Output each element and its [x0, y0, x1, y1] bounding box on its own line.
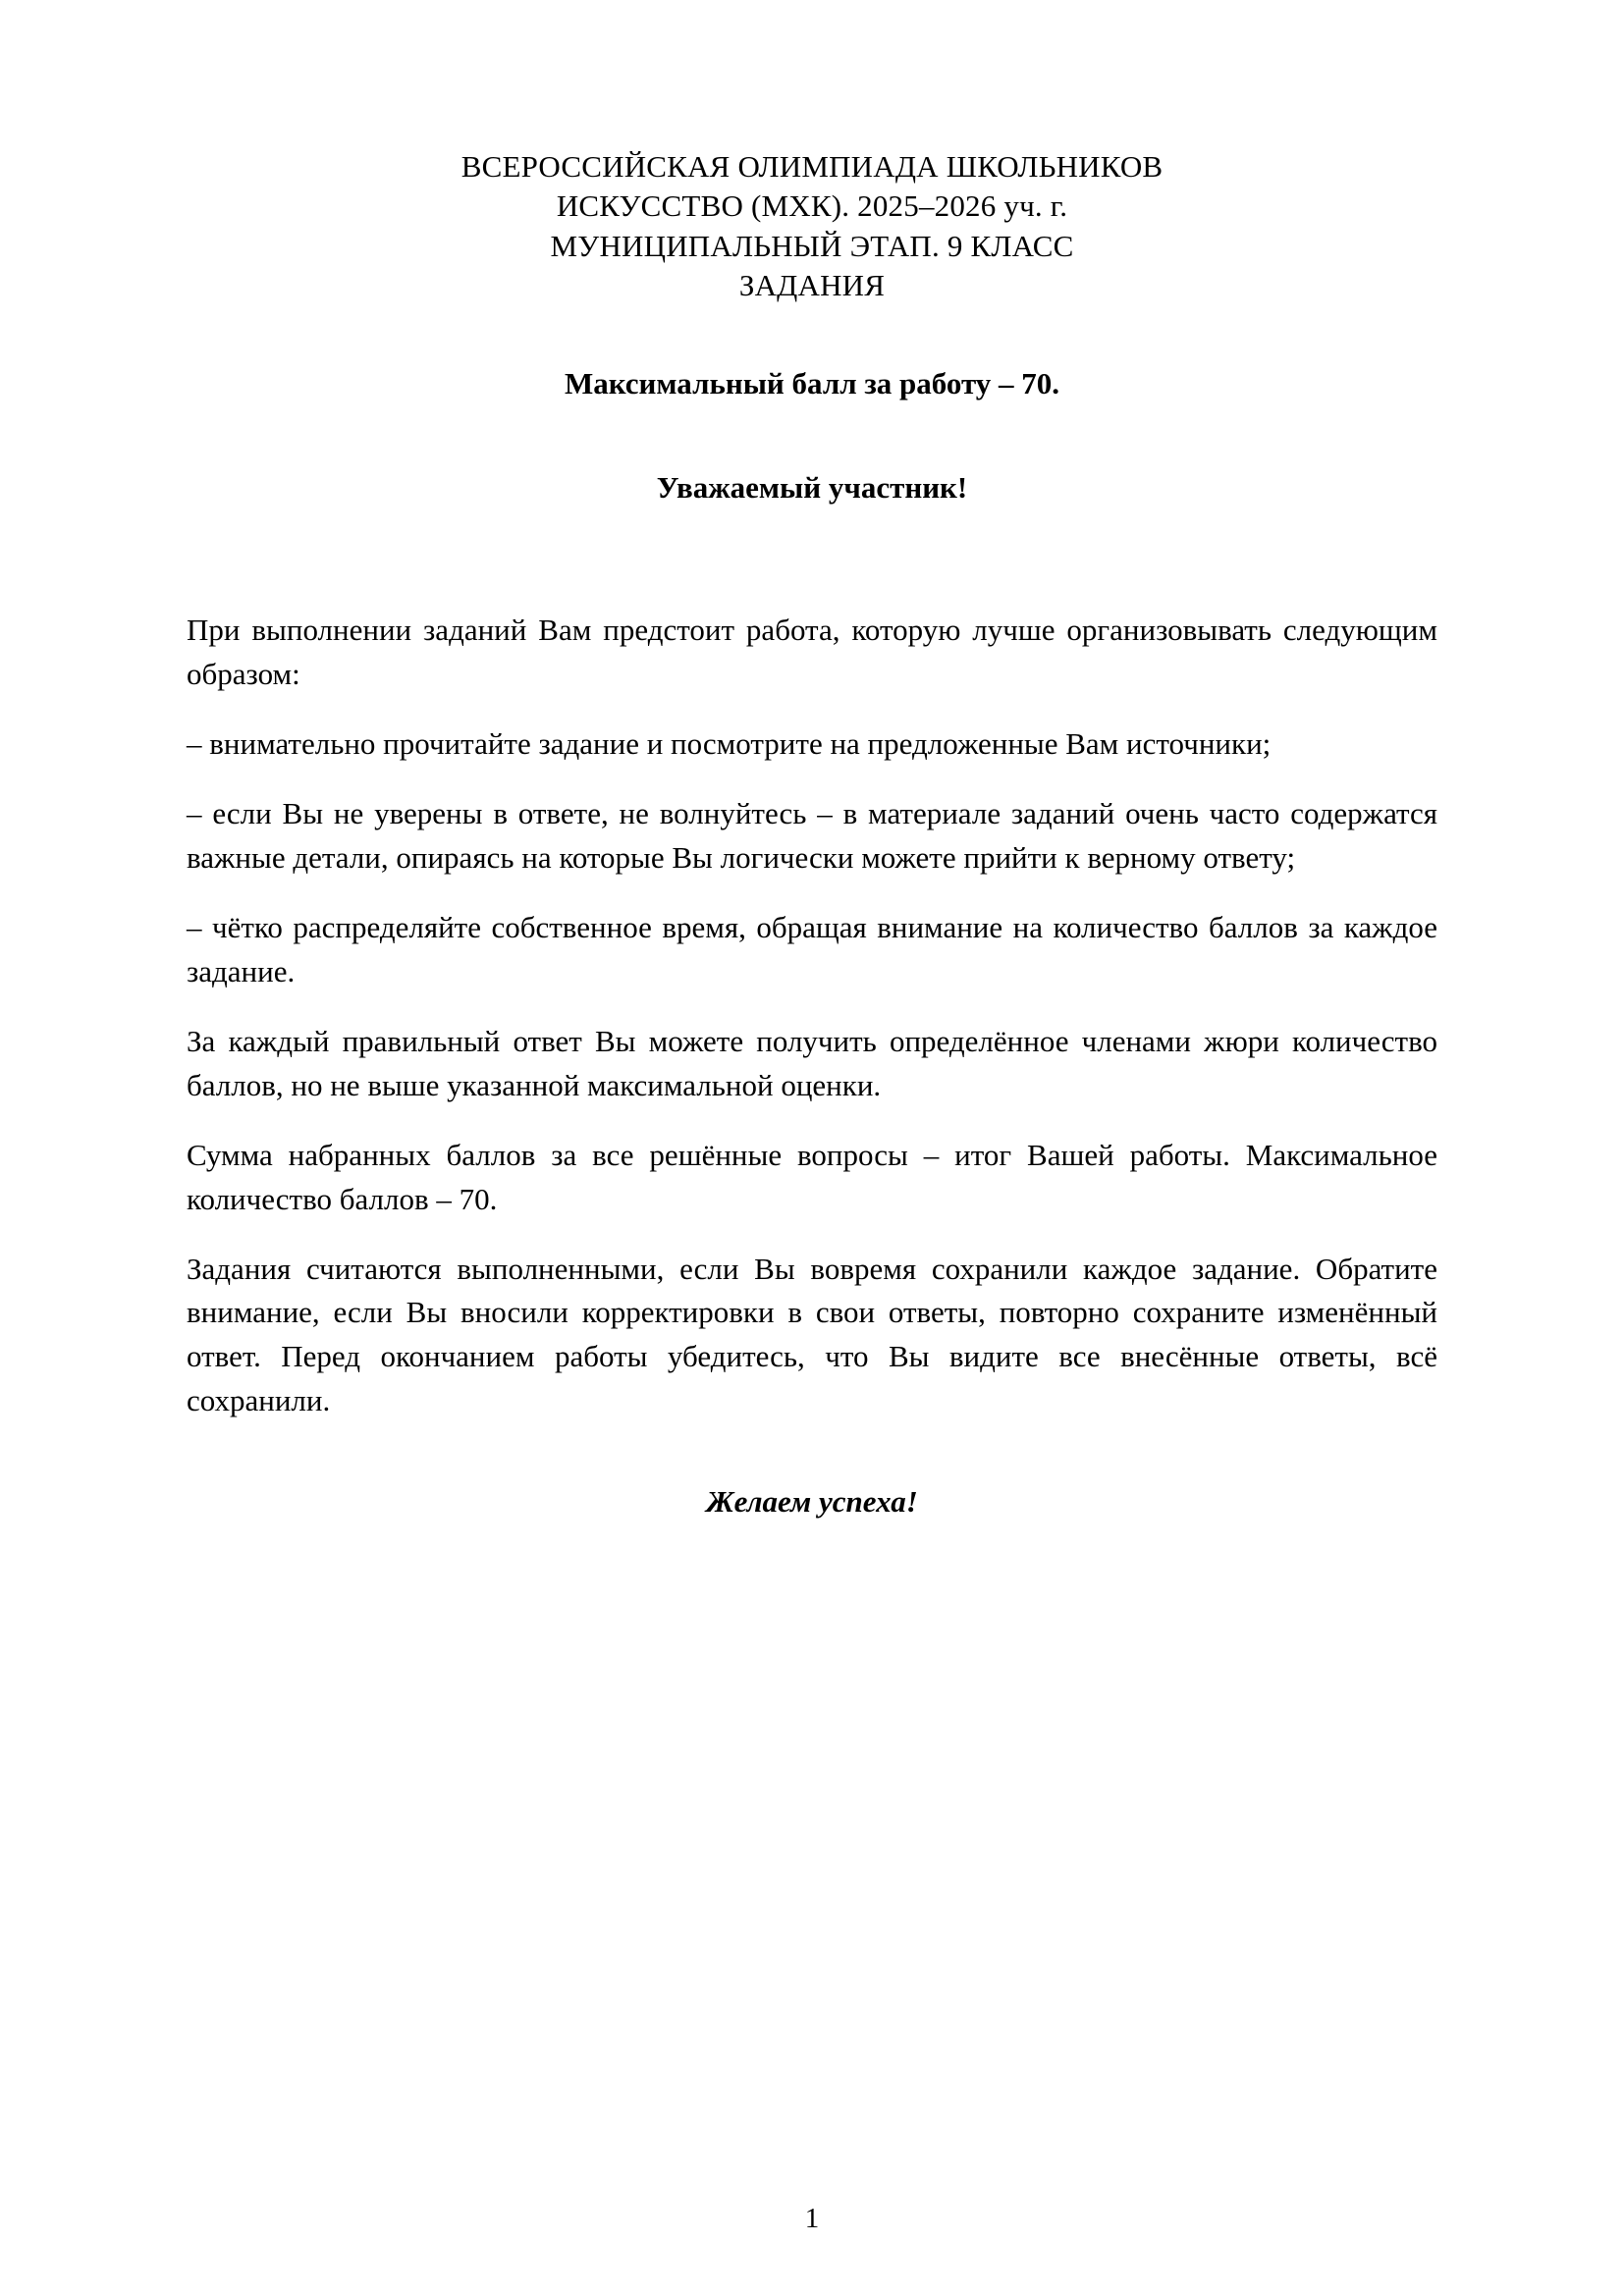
closing-wish: Желаем успеха!: [706, 1484, 918, 1520]
paragraph: Сумма набранных баллов за все решённые вопросы – итог Вашей работы. Максимальное количество баллов – 70.: [187, 1137, 1437, 1216]
paragraph: При выполнении заданий Вам предстоит работа, которую лучше организовывать следующим образом:: [187, 613, 1437, 692]
paragraph: – чётко распределяйте собственное время, обращая внимание на количество баллов за каждое задание.: [187, 909, 1437, 988]
paragraph: – если Вы не уверены в ответе, не волнуйтесь – в материале заданий очень часто содержатся важные детали, опираясь на которые Вы логически можете прийти к верному ответу;: [187, 796, 1437, 875]
paragraph: За каждый правильный ответ Вы можете получить определённое членами жюри количество баллов, но не выше указанной максимальной оценки.: [187, 1023, 1437, 1102]
header-line-olympiad: ВСЕРОССИЙСКАЯ ОЛИМПИАДА ШКОЛЬНИКОВ: [460, 149, 1164, 184]
document-header: [187, 147, 1437, 305]
instructions-body: [187, 609, 1437, 1423]
header-line-subject-year: ИСКУССТВО (МХК). 2025–2026 уч. г.: [556, 188, 1068, 224]
paragraph: – внимательно прочитайте задание и посмотрите на предложенные Вам источники;: [187, 726, 1272, 762]
salutation: Уважаемый участник!: [656, 470, 968, 506]
header-line-tasks: ЗАДАНИЯ: [738, 267, 886, 302]
header-line-stage-grade: МУНИЦИПАЛЬНЫЙ ЭТАП. 9 КЛАСС: [550, 228, 1074, 263]
max-score-line: Максимальный балл за работу – 70.: [564, 366, 1060, 401]
paragraph: Задания считаются выполненными, если Вы вовремя сохранили каждое задание. Обратите внимание, если Вы вносили корректировки в свои ответы, повторно сохраните изменённый ответ. Перед окончанием работы убедитесь, что Вы видите все внесённые ответы, всё сохранили.: [187, 1251, 1437, 1418]
page-number: 1: [804, 2203, 820, 2234]
